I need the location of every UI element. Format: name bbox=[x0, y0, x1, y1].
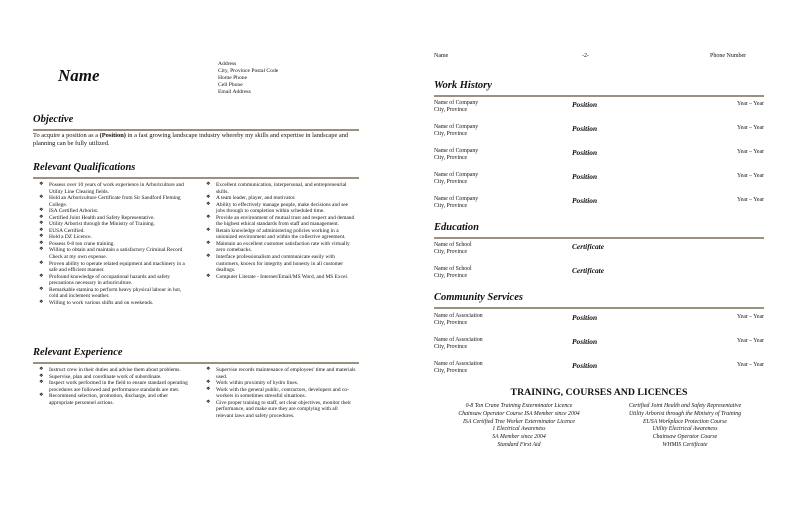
header-phone: Phone Number bbox=[710, 53, 747, 59]
bullet-icon: ❖ bbox=[39, 367, 44, 372]
work-entry bbox=[434, 172, 764, 192]
bullet-text: Hold an Arboriculture Certificate from Sir Sandford Fleming College. bbox=[49, 195, 181, 208]
bullet-icon: ❖ bbox=[206, 380, 211, 386]
education-certificate: Certificate bbox=[572, 266, 605, 275]
bullet-text: Willing to obtain and maintain a satisfactory Criminal Record Check at my own expense. bbox=[49, 247, 183, 261]
bullet-text: Hold a DZ Licence. bbox=[49, 234, 92, 241]
community-association: Name of Association City, Province bbox=[434, 361, 483, 375]
bullet-text: Computer Literate - Internet/Email/MS Word, and MS Excel. bbox=[216, 273, 349, 280]
bullet-icon: ❖ bbox=[206, 227, 211, 233]
bullet-item bbox=[206, 202, 356, 215]
bullet-item bbox=[206, 215, 356, 228]
work-company: Name of Company City, Province bbox=[434, 196, 479, 210]
bullet-text: Retain knowledge of administering policies working in a unionized environment and within the collective agreement. bbox=[216, 227, 346, 241]
training-item: ISA Certified Tree Worker Exterminator Licence bbox=[463, 418, 575, 425]
education-school: Name of School City, Province bbox=[434, 242, 472, 256]
work-entry bbox=[434, 196, 764, 216]
bullet-text: Interface professionalism and communicate easily with customers, known for integrity and honesty in all customer dealings. bbox=[216, 254, 344, 274]
bullet-icon: ❖ bbox=[39, 273, 44, 279]
bullet-icon: ❖ bbox=[39, 393, 44, 399]
training-item: SA Member since 2004 bbox=[492, 434, 546, 441]
work-entry bbox=[434, 124, 764, 144]
bullet-item bbox=[206, 367, 356, 380]
training-heading: TRAINING, COURSES AND LICENCES bbox=[510, 387, 688, 398]
bullet-item bbox=[206, 182, 356, 195]
bullet-icon: ❖ bbox=[39, 299, 44, 305]
resume-name: Name bbox=[58, 66, 100, 85]
qualifications-left-list bbox=[39, 182, 189, 306]
work-history-rule bbox=[434, 95, 764, 97]
bullet-item bbox=[39, 380, 189, 393]
work-dates: Year – Year bbox=[737, 149, 764, 155]
bullet-text: Certified Joint Health and Safety Representative. bbox=[49, 214, 155, 221]
work-dates: Year – Year bbox=[737, 101, 764, 107]
training-right-list bbox=[604, 403, 766, 450]
bullet-text: Possess 0-8 ton crane training. bbox=[49, 240, 115, 247]
bullet-text: Instruct crew in their duties and advise them about problems. bbox=[49, 367, 181, 373]
work-company: Name of Company City, Province bbox=[434, 100, 479, 114]
community-association: Name of Association City, Province bbox=[434, 337, 483, 351]
work-dates: Year – Year bbox=[737, 197, 764, 203]
work-position: Position bbox=[572, 196, 598, 205]
experience-rule bbox=[33, 362, 359, 364]
training-item: Certified Joint Health and Safety Representative bbox=[628, 403, 742, 409]
education-certificate: Certificate bbox=[572, 242, 605, 251]
bullet-text: Willing to work various shifts and on weekends. bbox=[49, 299, 154, 306]
work-dates: Year – Year bbox=[737, 173, 764, 179]
qualifications-heading: Relevant Qualifications bbox=[33, 162, 136, 173]
contact-home-phone: Home Phone bbox=[218, 74, 248, 81]
work-company: Name of Company City, Province bbox=[434, 124, 479, 138]
bullet-item bbox=[39, 195, 189, 208]
community-association: Name of Association City, Province bbox=[434, 313, 483, 327]
bullet-item bbox=[39, 287, 189, 300]
community-entry bbox=[434, 361, 764, 381]
bullet-icon: ❖ bbox=[206, 367, 211, 372]
bullet-item bbox=[206, 241, 356, 254]
training-item: Chainsaw Operator Course bbox=[652, 434, 718, 441]
bullet-item bbox=[206, 274, 356, 281]
training-left-list bbox=[434, 403, 604, 450]
community-position: Position bbox=[572, 361, 598, 370]
training-item: Utility Arborist through the Ministry of Training bbox=[628, 410, 742, 417]
bullet-text: Maintain an excellent customer satisfaction rate with virtually zero comebacks. bbox=[216, 240, 350, 254]
bullet-icon: ❖ bbox=[206, 386, 211, 392]
work-entry bbox=[434, 100, 764, 120]
work-position: Position bbox=[572, 124, 598, 133]
bullet-icon: ❖ bbox=[39, 195, 44, 201]
bullet-text: Excellent communication, interpersonal, and entrepreneurial skills. bbox=[216, 182, 347, 195]
bullet-item bbox=[39, 182, 189, 195]
community-position: Position bbox=[572, 313, 598, 322]
header-name: Name bbox=[434, 53, 449, 59]
bullet-item bbox=[39, 300, 189, 307]
bullet-item bbox=[206, 254, 356, 274]
training-item: 0-8 Ton Crane Training Exterminator Licence bbox=[465, 403, 573, 409]
bullet-icon: ❖ bbox=[39, 373, 44, 379]
bullet-text: ISA Certified Arborist. bbox=[49, 208, 99, 215]
bullet-text: Work with the general public, contractors, developers and co-workers in sometimes stressful situations. bbox=[216, 386, 349, 400]
bullet-icon: ❖ bbox=[206, 201, 211, 207]
objective-rule bbox=[33, 129, 359, 131]
contact-city: City, Province Postal Code bbox=[218, 67, 279, 74]
bullet-text: Utility Arborist through the Ministry of Training. bbox=[49, 221, 155, 228]
bullet-text: Proven ability to operate related equipment and machinery in a safe and efficient manner. bbox=[49, 260, 185, 274]
education-school: Name of School City, Province bbox=[434, 266, 472, 280]
community-rule bbox=[434, 307, 764, 309]
bullet-text: A team leader, player, and motivator. bbox=[216, 195, 296, 202]
bullet-text: Give proper training to staff, set clear objectives, monitor their performance, and make sure they are complying with all relevant laws and safety procedures. bbox=[216, 399, 352, 419]
experience-right-list bbox=[206, 367, 356, 419]
work-dates: Year – Year bbox=[737, 125, 764, 131]
bullet-icon: ❖ bbox=[206, 240, 211, 246]
work-entry bbox=[434, 148, 764, 168]
education-entry bbox=[434, 266, 764, 286]
bullet-text: Profound knowledge of occupational hazards and safety precautions necessary in arboriculture. bbox=[49, 273, 170, 287]
work-position: Position bbox=[572, 172, 598, 181]
bullet-icon: ❖ bbox=[206, 182, 211, 187]
header-page-number: -2- bbox=[582, 53, 589, 59]
qualifications-right-list bbox=[206, 182, 356, 280]
bullet-icon: ❖ bbox=[206, 273, 211, 279]
bullet-text: EUSA Certified. bbox=[49, 227, 85, 234]
bullet-icon: ❖ bbox=[206, 399, 211, 405]
training-item: EUSA Workplace Protection Course bbox=[643, 418, 727, 425]
bullet-text: Supervise, plan and coordinate work of subordinate. bbox=[49, 373, 162, 380]
community-entry bbox=[434, 313, 764, 333]
work-history-heading: Work History bbox=[434, 80, 492, 91]
work-position: Position bbox=[572, 148, 598, 157]
community-heading: Community Services bbox=[434, 292, 523, 303]
bullet-icon: ❖ bbox=[39, 286, 44, 292]
work-company: Name of Company City, Province bbox=[434, 172, 479, 186]
bullet-text: Inspect work performed in the field to ensure standard operating procedures are followed and performance standards are met. bbox=[49, 380, 188, 393]
bullet-item bbox=[206, 228, 356, 241]
work-position: Position bbox=[572, 100, 598, 109]
bullet-icon: ❖ bbox=[206, 254, 211, 260]
bullet-icon: ❖ bbox=[39, 260, 44, 266]
bullet-item bbox=[206, 400, 356, 420]
bullet-item bbox=[39, 247, 189, 260]
education-heading: Education bbox=[434, 222, 479, 233]
training-item: 1 Electrical Awareness bbox=[492, 426, 546, 433]
bullet-text: Possess over 10 years of work experience in Arboriculture and Utility Line Clearing fields. bbox=[49, 182, 184, 195]
education-entry bbox=[434, 242, 764, 262]
bullet-text: Remarkable stamina to perform heavy physical labour in hot, cold and inclement weather. bbox=[49, 286, 182, 300]
bullet-text: Supervise records maintenance of employees' time and materials used. bbox=[216, 367, 356, 380]
community-dates: Year – Year bbox=[737, 338, 764, 344]
bullet-icon: ❖ bbox=[39, 240, 44, 246]
contact-block bbox=[218, 61, 278, 96]
qualifications-rule bbox=[33, 177, 359, 179]
bullet-text: Ability to effectively manage people, make decisions and see jobs through to completion within scheduled time. bbox=[216, 201, 349, 215]
bullet-text: Provide an environment of mutual trust and respect and demand the highest ethical standards from staff and management. bbox=[216, 214, 355, 228]
bullet-item bbox=[39, 261, 189, 274]
experience-left-list bbox=[39, 367, 189, 406]
bullet-icon: ❖ bbox=[39, 182, 44, 187]
bullet-icon: ❖ bbox=[206, 214, 211, 220]
bullet-icon: ❖ bbox=[39, 234, 44, 240]
bullet-icon: ❖ bbox=[39, 380, 44, 386]
objective-heading: Objective bbox=[33, 114, 74, 125]
bullet-text: Recommend selection, promotion, discharge, and other appropriate personnel actions. bbox=[49, 393, 169, 406]
contact-address: Address bbox=[218, 61, 237, 67]
bullet-text: Work within proximity of hydro lines. bbox=[216, 380, 299, 387]
community-position: Position bbox=[572, 337, 598, 346]
bullet-icon: ❖ bbox=[39, 247, 44, 253]
bullet-item bbox=[39, 274, 189, 287]
training-item: Chainsaw Operator Course ISA Member since 2004 bbox=[458, 410, 580, 417]
bullet-icon: ❖ bbox=[39, 221, 44, 227]
bullet-item bbox=[206, 387, 356, 400]
bullet-icon: ❖ bbox=[39, 214, 44, 220]
training-item: Standard First Aid bbox=[497, 441, 541, 448]
objective-text: To acquire a position as a (Position) in a fast growing landscape industry whereby my skills and expertise in landscape and planning can be fully utilized. bbox=[33, 132, 349, 148]
bullet-icon: ❖ bbox=[39, 227, 44, 233]
bullet-item bbox=[39, 393, 189, 406]
community-dates: Year – Year bbox=[737, 362, 764, 368]
community-dates: Year – Year bbox=[737, 314, 764, 320]
bullet-icon: ❖ bbox=[39, 208, 44, 214]
work-company: Name of Company City, Province bbox=[434, 148, 479, 162]
community-entry bbox=[434, 337, 764, 357]
training-item: WHMIS Certificate bbox=[662, 441, 708, 448]
contact-cell-phone: Cell Phone bbox=[218, 81, 243, 88]
education-rule bbox=[434, 237, 764, 239]
bullet-icon: ❖ bbox=[206, 195, 211, 201]
contact-email: Email Address bbox=[218, 88, 251, 95]
training-item: Utility Electrical Awareness bbox=[652, 426, 718, 433]
experience-heading: Relevant Experience bbox=[33, 347, 123, 358]
